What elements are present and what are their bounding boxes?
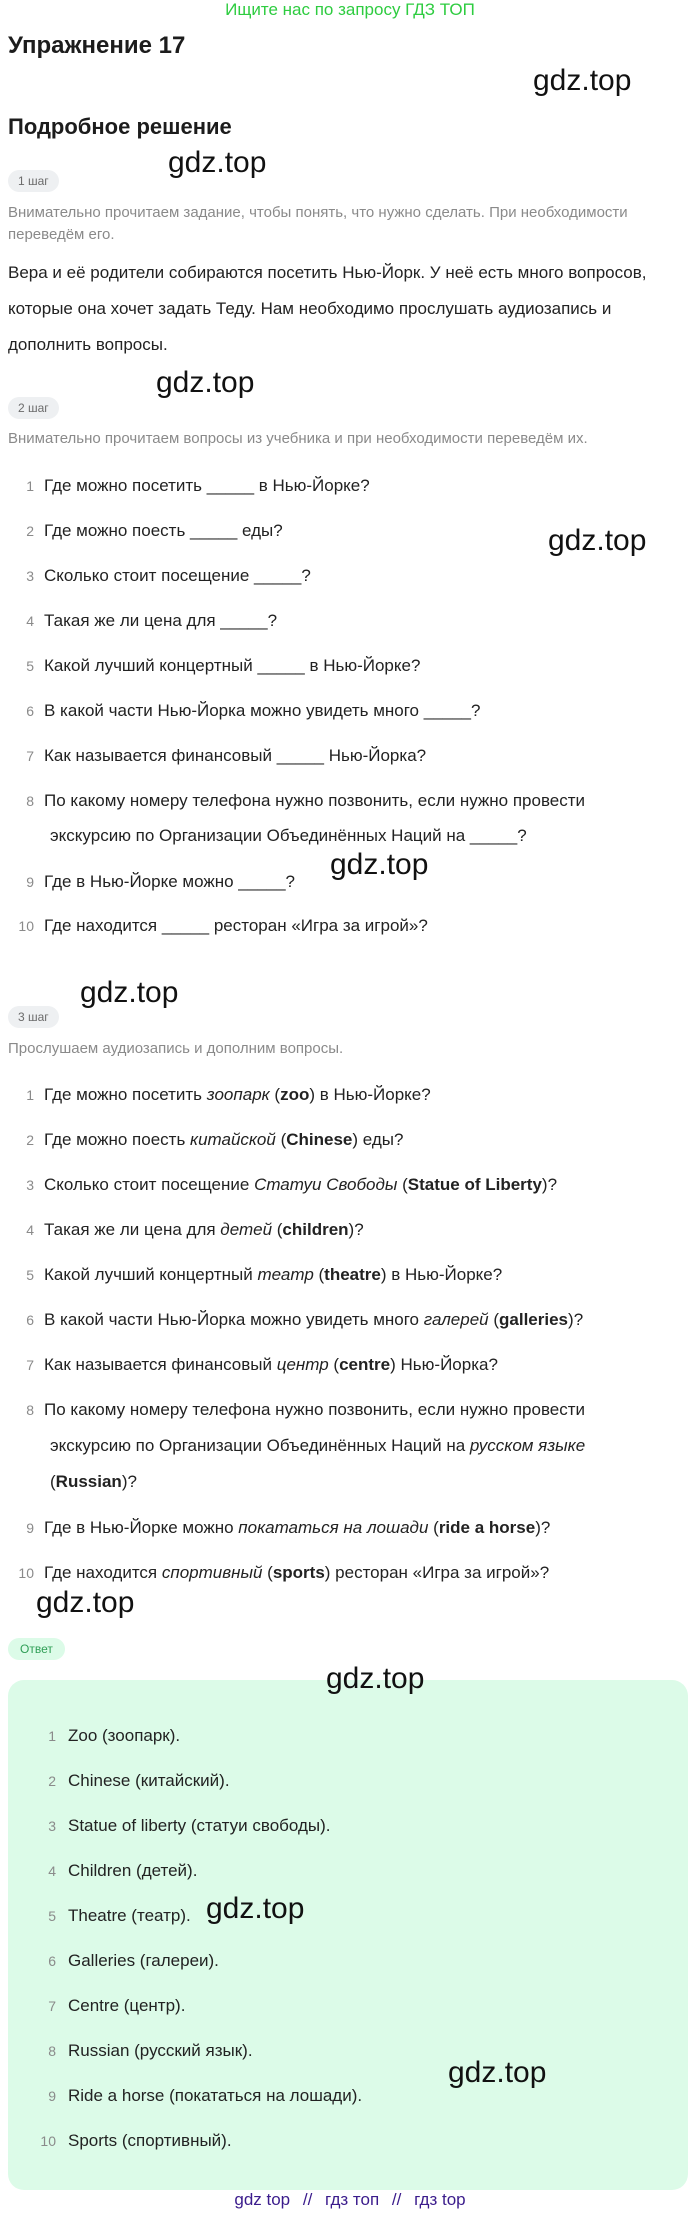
item-number: 7 bbox=[26, 748, 34, 764]
item-text: Такая же ли цена для детей (children)? bbox=[44, 1220, 364, 1239]
step-badge-2: 2 шаг bbox=[8, 397, 59, 419]
answer-badge: Ответ bbox=[8, 1638, 65, 1660]
watermark: gdz.top bbox=[448, 2056, 547, 2089]
watermark: gdz.top bbox=[168, 146, 267, 179]
item-text: экскурсию по Организации Объединённых Наций на русском языке bbox=[50, 1436, 586, 1455]
item-number: 3 bbox=[26, 1177, 34, 1193]
item-text: Такая же ли цена для _____? bbox=[44, 611, 278, 630]
item-text: Какой лучший концертный театр (theatre) в Нью-Йорке? bbox=[44, 1265, 503, 1284]
item-text: Сколько стоит посещение Статуи Свободы (Statue of Liberty)? bbox=[44, 1175, 558, 1194]
item-text: Сколько стоит посещение _____? bbox=[44, 566, 311, 585]
item-number: 8 bbox=[26, 1402, 34, 1418]
item-text: Как называется финансовый _____ Нью-Йорка? bbox=[44, 746, 427, 765]
item-text: Theatre (театр). bbox=[68, 1906, 191, 1925]
watermark: gdz.top bbox=[36, 1586, 135, 1619]
item-text: По какому номеру телефона нужно позвонить, если нужно провести bbox=[44, 1400, 586, 1419]
item-number: 7 bbox=[26, 1357, 34, 1373]
item-number: 10 bbox=[18, 918, 34, 934]
item-number: 5 bbox=[26, 1267, 34, 1283]
item-text: (Russian)? bbox=[50, 1472, 137, 1491]
item-text: Ride a horse (покататься на лошади). bbox=[68, 2086, 363, 2105]
item-number: 4 bbox=[26, 613, 34, 629]
item-number: 6 bbox=[48, 1953, 56, 1969]
item-number: 8 bbox=[48, 2043, 56, 2059]
item-text: В какой части Нью-Йорка можно увидеть много _____? bbox=[44, 701, 481, 720]
item-text: Где находится спортивный (sports) ресторан «Игра за игрой»? bbox=[44, 1563, 550, 1582]
item-number: 4 bbox=[48, 1863, 56, 1879]
item-number: 2 bbox=[26, 1132, 34, 1148]
item-number: 1 bbox=[26, 1087, 34, 1103]
step-badge-1: 1 шаг bbox=[8, 170, 59, 192]
footer-link-3[interactable]: гдз top bbox=[414, 2190, 466, 2209]
item-number: 7 bbox=[48, 1998, 56, 2014]
item-number: 3 bbox=[26, 568, 34, 584]
item-number: 9 bbox=[26, 874, 34, 890]
step-note: Внимательно прочитаем вопросы из учебника и при необходимости переведём их. bbox=[8, 430, 588, 447]
item-number: 2 bbox=[26, 523, 34, 539]
item-number: 10 bbox=[18, 1565, 34, 1581]
watermark: gdz.top bbox=[330, 848, 429, 881]
item-number: 9 bbox=[26, 1520, 34, 1536]
footer-separator: // bbox=[302, 2190, 313, 2209]
step-note: Внимательно прочитаем задание, чтобы понять, что нужно сделать. При необходимости переведём его. bbox=[8, 204, 628, 243]
item-text: Chinese (китайский). bbox=[68, 1771, 230, 1790]
item-text: Где находится _____ ресторан «Игра за игрой»? bbox=[44, 916, 428, 935]
footer-separator: // bbox=[391, 2190, 402, 2209]
item-number: 3 bbox=[48, 1818, 56, 1834]
item-text: Где в Нью-Йорке можно покататься на лошади (ride a horse)? bbox=[44, 1518, 551, 1537]
watermark: gdz.top bbox=[80, 976, 179, 1009]
item-number: 1 bbox=[26, 478, 34, 494]
item-number: 8 bbox=[26, 793, 34, 809]
item-text: Zoo (зоопарк). bbox=[68, 1726, 181, 1745]
watermark: gdz.top bbox=[326, 1662, 425, 1695]
item-number: 2 bbox=[48, 1773, 56, 1789]
page-title: Упражнение 17 bbox=[8, 32, 186, 59]
item-text: Где в Нью-Йорке можно _____? bbox=[44, 872, 296, 891]
section-title: Подробное решение bbox=[8, 114, 232, 139]
item-text: экскурсию по Организации Объединённых Наций на _____? bbox=[50, 826, 527, 845]
watermark: gdz.top bbox=[156, 366, 255, 399]
item-text: По какому номеру телефона нужно позвонить, если нужно провести bbox=[44, 791, 586, 810]
item-text: Где можно посетить _____ в Нью-Йорке? bbox=[44, 476, 370, 495]
item-number: 9 bbox=[48, 2088, 56, 2104]
item-text: Statue of liberty (статуи свободы). bbox=[68, 1816, 331, 1835]
item-number: 1 bbox=[48, 1728, 56, 1744]
item-text: Russian (русский язык). bbox=[68, 2041, 253, 2060]
step-text: Вера и её родители собираются посетить Нью-Йорк. У неё есть много вопросов, которые она хочет задать Теду. Нам необходимо прослушать аудиозапись и дополнить вопросы. bbox=[8, 263, 647, 354]
item-text: В какой части Нью-Йорка можно увидеть много галерей (galleries)? bbox=[44, 1310, 584, 1329]
item-number: 4 bbox=[26, 1222, 34, 1238]
item-number: 10 bbox=[40, 2133, 56, 2149]
step-badge-3: 3 шаг bbox=[8, 1006, 59, 1028]
item-text: Какой лучший концертный _____ в Нью-Йорке? bbox=[44, 656, 421, 675]
watermark: gdz.top bbox=[206, 1892, 305, 1925]
watermark: gdz.top bbox=[548, 524, 647, 557]
watermark: gdz.top bbox=[533, 64, 632, 97]
footer-link-2[interactable]: гдз топ bbox=[325, 2190, 380, 2209]
item-text: Centre (центр). bbox=[68, 1996, 186, 2015]
step-note: Прослушаем аудиозапись и дополним вопросы. bbox=[8, 1040, 344, 1057]
item-text: Sports (спортивный). bbox=[68, 2131, 232, 2150]
item-number: 6 bbox=[26, 1312, 34, 1328]
footer-link-1[interactable]: gdz top bbox=[234, 2190, 291, 2209]
item-text: Galleries (галереи). bbox=[68, 1951, 219, 1970]
item-text: Где можно посетить зоопарк (zoo) в Нью-Йорке? bbox=[44, 1085, 431, 1104]
item-text: Где можно поесть китайской (Chinese) еды? bbox=[44, 1130, 404, 1149]
top-banner: Ищите нас по запросу ГДЗ ТОП bbox=[225, 0, 475, 19]
item-text: Children (детей). bbox=[68, 1861, 198, 1880]
item-number: 5 bbox=[48, 1908, 56, 1924]
item-number: 5 bbox=[26, 658, 34, 674]
item-text: Где можно поесть _____ еды? bbox=[44, 521, 283, 540]
footer bbox=[0, 2190, 700, 2210]
item-text: Как называется финансовый центр (centre) Нью-Йорка? bbox=[44, 1355, 498, 1374]
item-number: 6 bbox=[26, 703, 34, 719]
